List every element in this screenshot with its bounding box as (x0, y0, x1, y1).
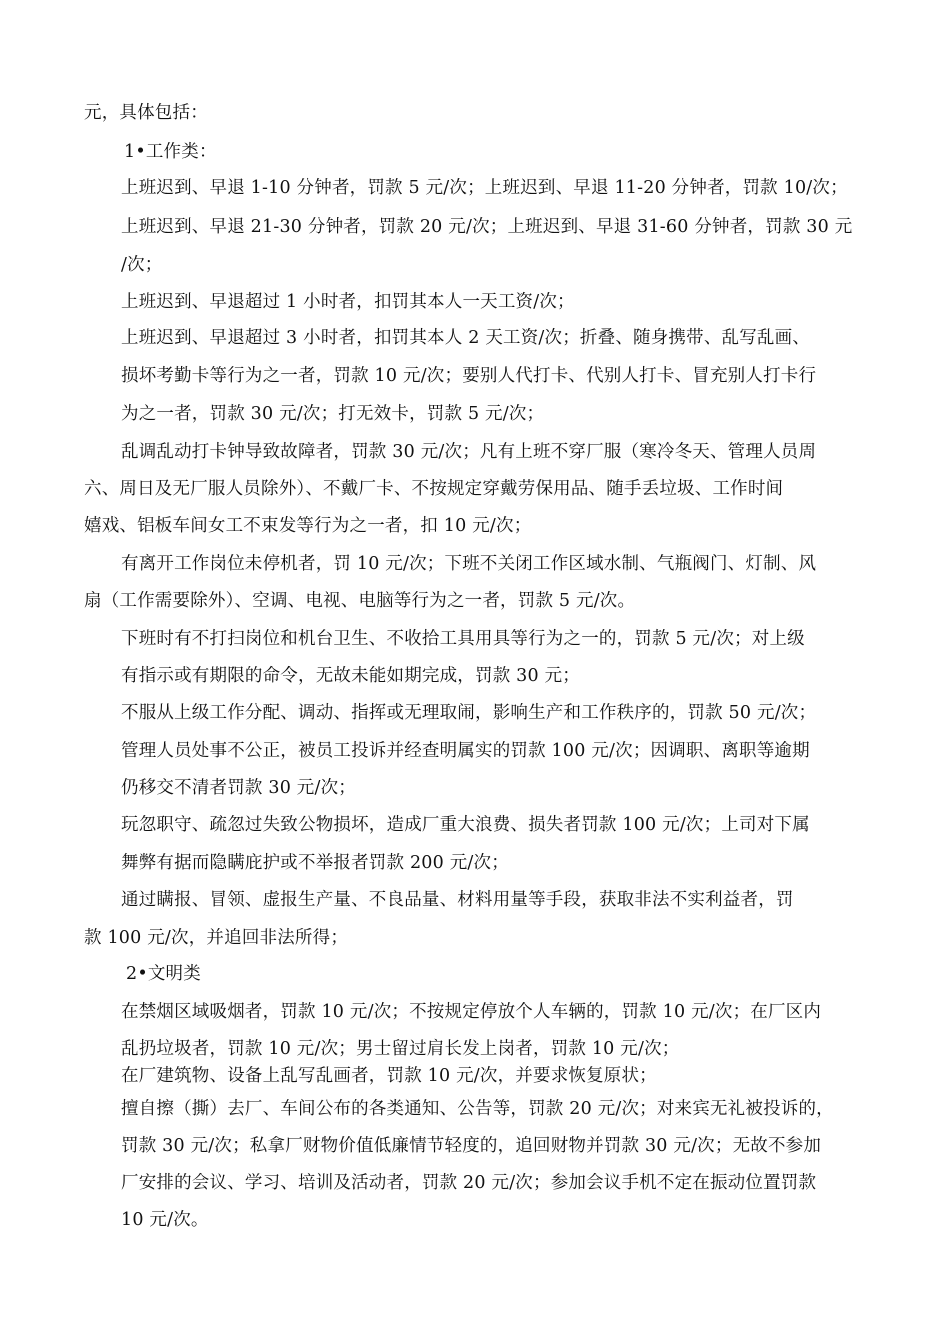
text-line: 擅自擦（撕）去厂、车间公布的各类通知、公告等，罚款 20 元/次；对来宾无礼被投诉的， (121, 1099, 834, 1119)
text-line: 在禁烟区域吸烟者，罚款 10 元/次；不按规定停放个人车辆的，罚款 10 元/次；在厂区内 (121, 1002, 822, 1022)
text-line: 款 100 元/次，并追回非法所得； (84, 928, 349, 948)
text-line: 六、周日及无厂服人员除外）、不戴厂卡、不按规定穿戴劳保用品、随手丢垃圾、工作时间 (84, 479, 784, 499)
text-line: 有离开工作岗位未停机者，罚 10 元/次；下班不关闭工作区域水制、气瓶阀门、灯制、风 (121, 554, 817, 574)
text-line: 乱扔垃圾者，罚款 10 元/次；男士留过肩长发上岗者，罚款 10 元/次； (121, 1039, 680, 1059)
text-line: 仍移交不清者罚款 30 元/次； (121, 778, 356, 798)
text-line: 上班迟到、早退 21-30 分钟者，罚款 20 元/次；上班迟到、早退 31-60 分钟者，罚款 30 元 (121, 217, 853, 237)
text-line: 为之一者，罚款 30 元/次；打无效卡，罚款 5 元/次； (121, 404, 545, 424)
text-line: 管理人员处事不公正，被员工投诉并经查明属实的罚款 100 元/次；因调职、离职等逾期 (121, 741, 810, 761)
text-line: 上班迟到、早退 1-10 分钟者，罚款 5 元/次；上班迟到、早退 11-20 分钟者，罚款 10/次； (121, 178, 848, 198)
text-line: /次； (121, 255, 163, 275)
text-line: 厂安排的会议、学习、培训及活动者，罚款 20 元/次；参加会议手机不定在振动位置罚款 (121, 1173, 817, 1193)
text-line: 玩忽职守、疏忽过失致公物损坏，造成厂重大浪费、损失者罚款 100 元/次；上司对下属 (121, 815, 810, 835)
text-line: 元，具体包括： (84, 103, 208, 123)
text-line: 下班时有不打扫岗位和机台卫生、不收拾工具用具等行为之一的，罚款 5 元/次；对上级 (121, 629, 805, 649)
text-line: 有指示或有期限的命令，无故未能如期完成，罚款 30 元； (121, 666, 580, 686)
text-line: 10 元/次。 (121, 1210, 209, 1230)
text-line: 不服从上级工作分配、调动、指挥或无理取闹，影响生产和工作秩序的，罚款 50 元/次； (121, 703, 817, 723)
section-heading-work: 1•工作类： (124, 142, 217, 162)
text-line: 舞弊有据而隐瞒庇护或不举报者罚款 200 元/次； (121, 853, 509, 873)
text-line: 嬉戏、铝板车间女工不束发等行为之一者，扣 10 元/次； (84, 516, 532, 536)
text-line: 上班迟到、早退超过 1 小时者，扣罚其本人一天工资/次； (121, 292, 575, 312)
text-line: 通过瞒报、冒领、虚报生产量、不良品量、材料用量等手段，获取非法不实利益者，罚 (121, 890, 794, 910)
text-line: 上班迟到、早退超过 3 小时者，扣罚其本人 2 天工资/次；折叠、随身携带、乱写乱画、 (121, 328, 811, 348)
text-line: 乱调乱动打卡钟导致故障者，罚款 30 元/次；凡有上班不穿厂服（寒冷冬天、管理人员周 (121, 442, 817, 462)
text-line: 罚款 30 元/次；私拿厂财物价值低廉情节轻度的，追回财物并罚款 30 元/次；无故不参加 (121, 1136, 822, 1156)
section-heading-civility: 2•文明类 (126, 964, 201, 984)
text-line: 损坏考勤卡等行为之一者，罚款 10 元/次；要别人代打卡、代别人打卡、冒充别人打卡行 (121, 366, 817, 386)
text-line: 在厂建筑物、设备上乱写乱画者，罚款 10 元/次，并要求恢复原状； (121, 1066, 657, 1086)
text-line: 扇（工作需要除外）、空调、电视、电脑等行为之一者，罚款 5 元/次。 (84, 591, 636, 611)
